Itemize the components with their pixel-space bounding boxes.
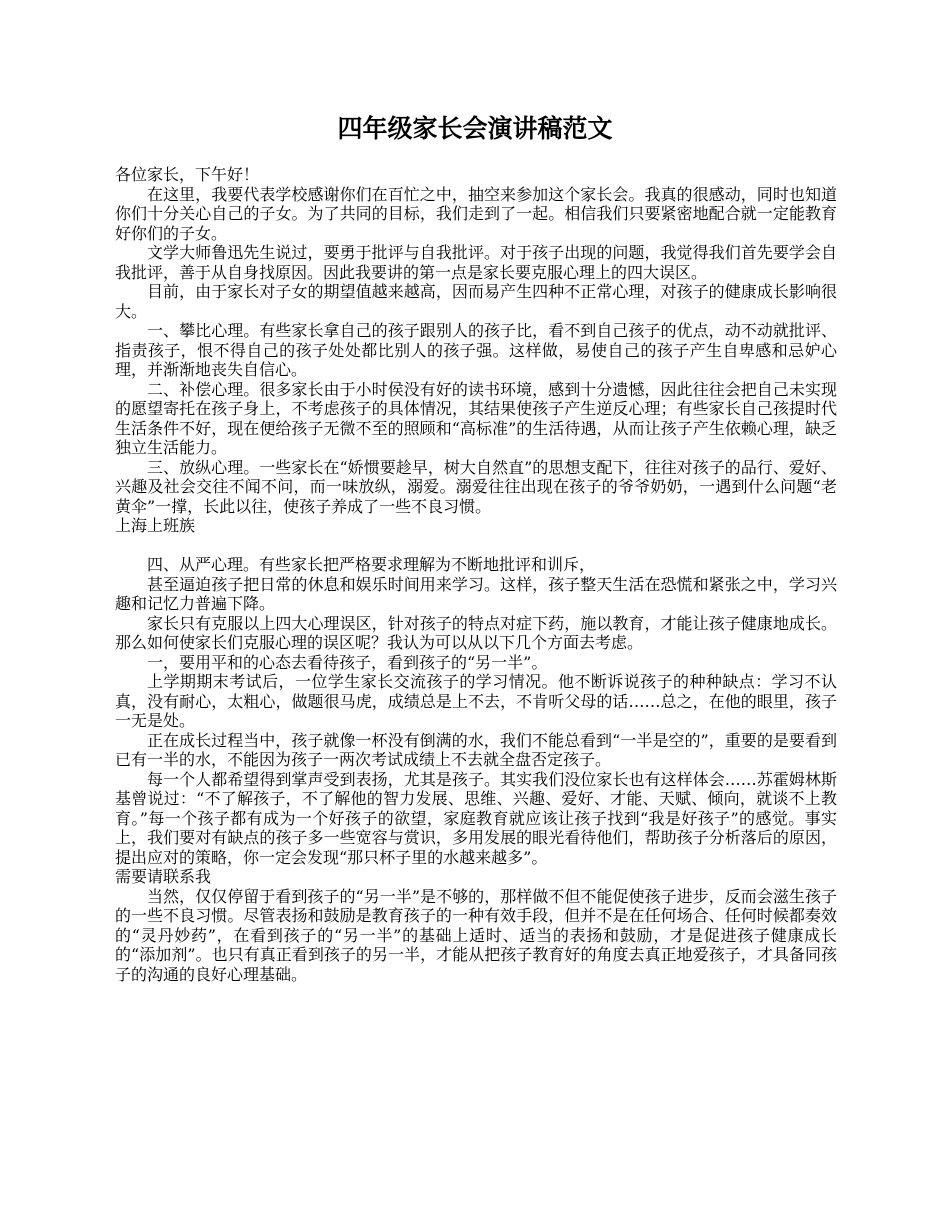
paragraph: 当然，仅仅停留于看到孩子的“另一半”是不够的，那样做不但不能促使孩子进步，反而会滋生孩子的一些不良习惯。尽管表扬和鼓励是教育孩子的一种有效手段，但并不是在任何场合、任何时候都奏效的“灵丹妙药”，在看到孩子的“另一半”的基础上适时、适当的表扬和鼓励，才是促进孩子健康成长的“添加剂”。也只有真正看到孩子的另一半，才能从把孩子教育好的角度去真正地爱孩子，才具备同孩子的沟通的良好心理基础。 xyxy=(115,886,837,984)
paragraph: 一、攀比心理。有些家长拿自己的孩子跟别人的孩子比，看不到自己孩子的优点，动不动就批评、指责孩子，恨不得自己的孩子处处都比别人的孩子强。这样做，易使自己的孩子产生自卑感和忌妒心理，并渐渐地丧失自信心。 xyxy=(115,321,837,379)
paragraph: 正在成长过程当中，孩子就像一杯没有倒满的水，我们不能总看到“一半是空的”，重要的是要看到已有一半的水，不能因为孩子一两次考试成绩上不去就全盘否定孩子。 xyxy=(115,730,837,769)
paragraph: 甚至逼迫孩子把日常的休息和娱乐时间用来学习。这样，孩子整天生活在恐慌和紧张之中，学习兴趣和记忆力普遍下降。 xyxy=(115,574,837,613)
paragraph: 四、从严心理。有些家长把严格要求理解为不断地批评和训斥， xyxy=(147,555,596,574)
paragraph: 一，要用平和的心态去看待孩子，看到孩子的“另一半”。 xyxy=(147,652,548,672)
document-title: 四年级家长会演讲稿范文 xyxy=(337,114,613,143)
document-body xyxy=(115,165,837,984)
paragraph: 各位家长，下午好！ xyxy=(115,165,260,184)
paragraph: 上学期期末考试后，一位学生家长交流孩子的学习情况。他不断诉说孩子的种种缺点：学习不认真，没有耐心，太粗心，做题很马虎，成绩总是上不去，不肯听父母的话……总之，在他的眼里，孩子一无是处。 xyxy=(115,672,837,730)
paragraph: 需要请联系我 xyxy=(115,867,212,886)
paragraph: 文学大师鲁迅先生说过，要勇于批评与自我批评。对于孩子出现的问题，我觉得我们首先要学会自我批评，善于从自身找原因。因此我要讲的第一点是家长要克服心理上的四大误区。 xyxy=(115,243,837,282)
paragraph: 家长只有克服以上四大心理误区，针对孩子的特点对症下药，施以教育，才能让孩子健康地成长。那么如何使家长们克服心理的误区呢？我认为可以从以下几个方面去考虑。 xyxy=(115,613,837,652)
paragraph: 在这里，我要代表学校感谢你们在百忙之中，抽空来参加这个家长会。我真的很感动，同时也知道你们十分关心自己的子女。为了共同的目标，我们走到了一起。相信我们只要紧密地配合就一定能教育好你们的子女。 xyxy=(115,184,837,243)
paragraph: 上海上班族 xyxy=(115,516,196,535)
paragraph: 二、补偿心理。很多家长由于小时侯没有好的读书环境，感到十分遗憾，因此往往会把自己未实现的愿望寄托在孩子身上，不考虑孩子的具体情况，其结果使孩子产生逆反心理；有些家长自己孩提时代生活条件不好，现在便给孩子无微不至的照顾和“高标准”的生活待遇，从而让孩子产生依赖心理，缺乏独立生活能力。 xyxy=(115,379,837,457)
paragraph: 目前，由于家长对子女的期望值越来越高，因而易产生四种不正常心理，对孩子的健康成长影响很大。 xyxy=(115,282,837,321)
paragraph: 每一个人都希望得到掌声受到表扬，尤其是孩子。其实我们没位家长也有这样体会……苏霍姆林斯基曾说过：“不了解孩子，不了解他的智力发展、思维、兴趣、爱好、才能、天赋、倾向，就谈不上教育。”每一个孩子都有成为一个好孩子的欲望，家庭教育就应该让孩子找到“我是好孩子”的感觉。事实上，我们要对有缺点的孩子多一些宽容与赏识，多用发展的眼光看待他们，帮助孩子分析落后的原因，提出应对的策略，你一定会发现“那只杯子里的水越来越多”。 xyxy=(115,769,837,867)
paragraph: 三、放纵心理。一些家长在“娇惯要趁早，树大自然直”的思想支配下，往往对孩子的品行、爱好、兴趣及社会交往不闻不问，而一味放纵，溺爱。溺爱往往出现在孩子的爷爷奶奶，一遇到什么问题“老黄伞”一撑，长此以往，使孩子养成了一些不良习惯。 xyxy=(115,457,837,516)
